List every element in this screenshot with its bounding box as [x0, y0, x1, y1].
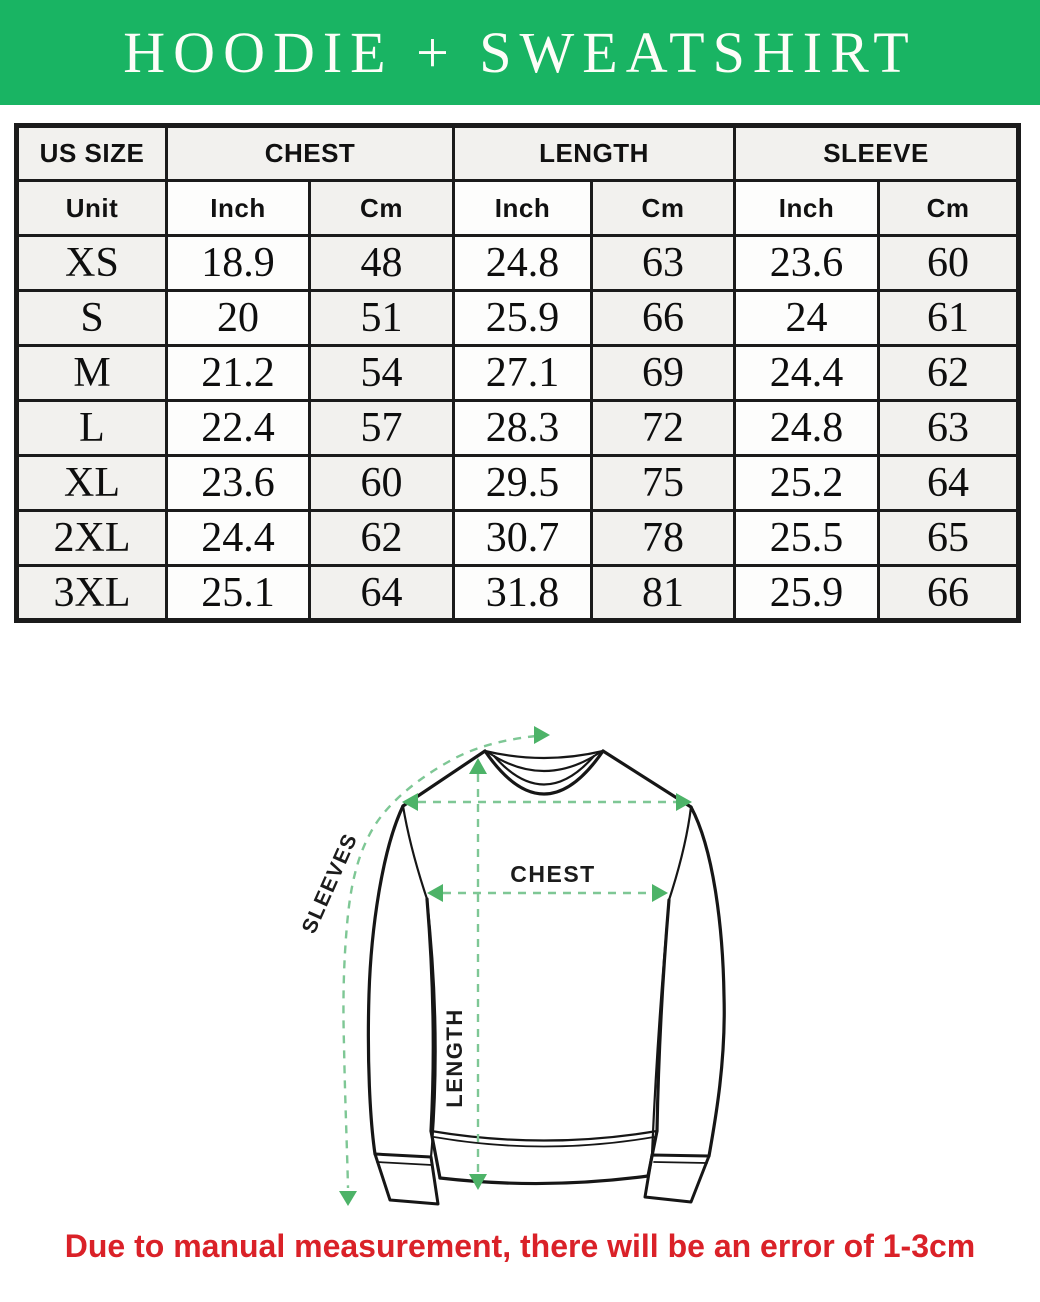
measurement-value: 22.4 [167, 401, 310, 456]
measurement-value: 23.6 [735, 236, 879, 291]
unit-header-5-inch: Inch [735, 181, 879, 236]
size-label: M [17, 346, 167, 401]
measurement-value: 29.5 [454, 456, 592, 511]
measurement-value: 65 [879, 511, 1019, 566]
size-row-s [17, 291, 1019, 346]
size-row-l [17, 401, 1019, 456]
sleeve-arrow-right-icon [534, 726, 550, 744]
size-label: 3XL [17, 566, 167, 621]
measurement-value: 23.6 [167, 456, 310, 511]
unit-header-6-cm: Cm [879, 181, 1019, 236]
measurement-value: 64 [879, 456, 1019, 511]
size-row-xl [17, 456, 1019, 511]
column-group-chest: CHEST [167, 126, 454, 181]
measurement-value: 54 [310, 346, 454, 401]
unit-header-4-cm: Cm [592, 181, 735, 236]
size-label: S [17, 291, 167, 346]
title-banner [0, 0, 1040, 105]
sleeve-arrow-down-icon [339, 1191, 357, 1206]
measurement-value: 25.1 [167, 566, 310, 621]
unit-header-1-inch: Inch [167, 181, 310, 236]
column-group-us-size: US SIZE [17, 126, 167, 181]
measurement-value: 18.9 [167, 236, 310, 291]
measurement-value: 64 [310, 566, 454, 621]
right-armhole-seam [669, 807, 691, 900]
chest-arrow-left-icon [427, 884, 443, 902]
unit-header-2-cm: Cm [310, 181, 454, 236]
measurement-value: 24.8 [454, 236, 592, 291]
sweatshirt-outline [368, 751, 724, 1204]
measurement-value: 62 [310, 511, 454, 566]
size-row-2xl [17, 511, 1019, 566]
measurement-disclaimer: Due to manual measurement, there will be an error of 1-3cm [64, 1228, 976, 1264]
unit-header-row [17, 181, 1019, 236]
measurement-value: 24.8 [735, 401, 879, 456]
left-armhole-seam [403, 806, 427, 899]
size-label: XS [17, 236, 167, 291]
right-sleeve-outer [691, 807, 724, 1156]
length-label: LENGTH [442, 1008, 467, 1108]
measurement-value: 63 [879, 401, 1019, 456]
measurement-value: 66 [592, 291, 735, 346]
measurement-value: 60 [879, 236, 1019, 291]
column-group-sleeve: SLEEVE [735, 126, 1019, 181]
measurement-value: 27.1 [454, 346, 592, 401]
measurement-value: 28.3 [454, 401, 592, 456]
left-cuff [375, 1154, 438, 1204]
measurement-value: 75 [592, 456, 735, 511]
chest-label: CHEST [510, 861, 596, 887]
measurement-value: 81 [592, 566, 735, 621]
unit-header-0-unit: Unit [17, 181, 167, 236]
measurement-value: 25.2 [735, 456, 879, 511]
measurement-value: 48 [310, 236, 454, 291]
left-sleeve-outer [368, 806, 403, 1154]
shoulder-arrow-right-icon [676, 793, 692, 811]
measurement-value: 61 [879, 291, 1019, 346]
size-label: 2XL [17, 511, 167, 566]
unit-header-3-inch: Inch [454, 181, 592, 236]
size-label: XL [17, 456, 167, 511]
measurement-value: 31.8 [454, 566, 592, 621]
measurement-value: 30.7 [454, 511, 592, 566]
measurement-value: 60 [310, 456, 454, 511]
size-row-m [17, 346, 1019, 401]
measurement-value: 25.5 [735, 511, 879, 566]
size-table-body [17, 236, 1019, 621]
size-row-xs [17, 236, 1019, 291]
chest-arrow-right-icon [652, 884, 668, 902]
measurement-value: 66 [879, 566, 1019, 621]
measurement-value: 21.2 [167, 346, 310, 401]
measurement-value: 57 [310, 401, 454, 456]
measurement-value: 24 [735, 291, 879, 346]
group-header-row [17, 126, 1019, 181]
measurement-value: 24.4 [735, 346, 879, 401]
sweatshirt-diagram [290, 690, 810, 1220]
hem-band [431, 1131, 657, 1184]
measurement-value: 62 [879, 346, 1019, 401]
measurement-value: 24.4 [167, 511, 310, 566]
measurement-value: 63 [592, 236, 735, 291]
measurement-value: 78 [592, 511, 735, 566]
size-row-3xl [17, 566, 1019, 621]
measurement-value: 72 [592, 401, 735, 456]
measurement-value: 51 [310, 291, 454, 346]
measurement-value: 20 [167, 291, 310, 346]
left-body-edge [427, 899, 433, 1131]
column-group-length: LENGTH [454, 126, 735, 181]
right-cuff [645, 1155, 709, 1202]
size-table [14, 123, 1021, 623]
sleeves-label: SLEEVES [297, 829, 363, 938]
measurement-value: 25.9 [454, 291, 592, 346]
size-table-head [17, 126, 1019, 236]
size-label: L [17, 401, 167, 456]
measurement-value: 25.9 [735, 566, 879, 621]
measurement-value: 69 [592, 346, 735, 401]
collar [485, 751, 603, 794]
page-title: HOODIE + SWEATSHIRT [123, 20, 917, 85]
